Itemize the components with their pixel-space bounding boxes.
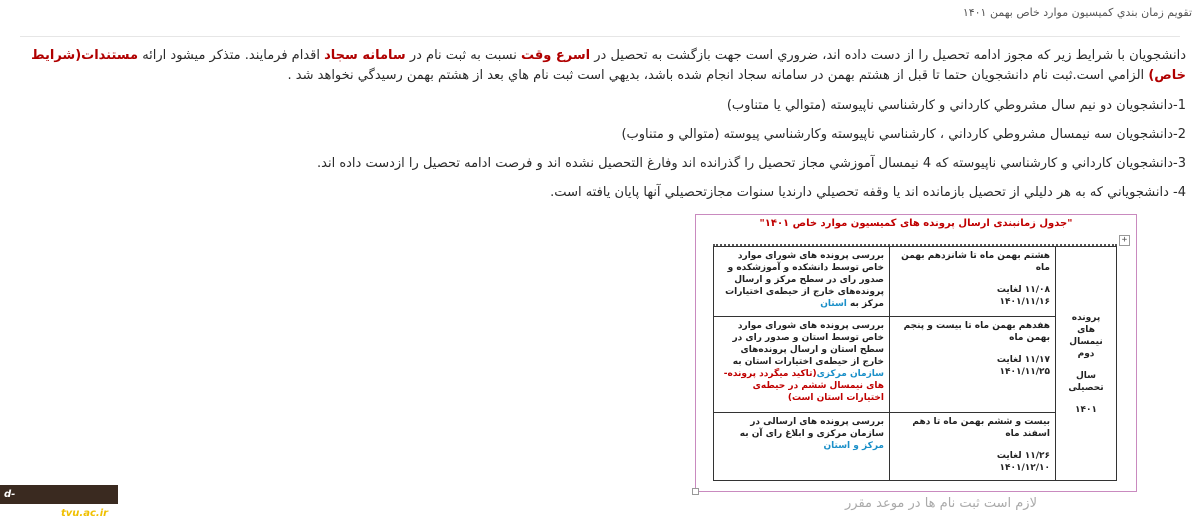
date-cell: [890, 317, 1056, 412]
description-text: بررسی پرونده های شورای موارد خاص توسط استان و صدور رای در سطح استان و ارسال پرونده‌های خارج از حیطه‌ی اختیارات استان به: [732, 321, 884, 368]
date-from: ۱۱/۱۷ لغایت: [996, 355, 1050, 366]
site-watermark-logo: [0, 485, 118, 519]
article-body: [20, 46, 1186, 212]
description-link-text: سازمان مرکزی: [816, 369, 884, 380]
intro-highlight-sajjad: سامانه سجاد: [324, 48, 406, 63]
title-divider: [20, 36, 1180, 37]
date-to: ۱۴۰۱/۱۲/۱۰: [999, 462, 1050, 473]
description-cell: [714, 317, 890, 412]
date-to: ۱۴۰۱/۱۱/۲۵: [999, 367, 1050, 378]
intro-text-2: نسبت به ثبت نام در: [405, 48, 522, 63]
spacer: [1061, 394, 1111, 404]
description-link-text: استان: [820, 299, 847, 309]
list-item: 4- دانشجوياني كه به هر دليلي از تحصيل بازمانده اند يا وقفه تحصيلي دارنديا سنوات مجازتحصيلي آنها پايان يافته است.: [550, 185, 1186, 200]
intro-text-4: الزامي است.ثبت نام دانشجويان حتما تا قبل از هشتم بهمن در سامانه سجاد انجام شده باشد، بديهي است ثبت نام هاي بعد از هشتم بهمن رسيدگي نخواهد شد .: [287, 68, 1149, 83]
description-note: (تاکید میگردد پرونده- های نیمسال ششم در حیطه‌ی اختیارات استان است): [723, 369, 884, 404]
description-text: بررسی پرونده های شورای موارد خاص توسط دانشکده و آموزشکده و صدور رای در سطح مرکز و ارسال پرونده‌های خارج از حیطه‌ی اختیارات مرکز به: [725, 251, 884, 309]
description-cell: [714, 247, 890, 317]
schedule-table: [713, 246, 1117, 481]
semester-header-line: دوم: [1077, 348, 1095, 359]
date-from: ۱۱/۲۶ لغایت: [996, 450, 1050, 461]
date-cell: [890, 412, 1056, 480]
list-item: 3-دانشجويان كارداني و كارشناسي ناپيوسته كه 4 نيمسال آموزشي مجاز تحصيل را گذرانده اند وفارغ التحصيل نشده اند و فرصت ادامه تحصيل را ازدست داده اند.: [317, 156, 1186, 171]
intro-highlight-asap: اسرع وقت: [521, 48, 591, 63]
logo-domain: tvu.ac.ir: [61, 508, 109, 519]
description-link-text: مرکز و استان: [823, 440, 884, 451]
list-item: 2-دانشجويان سه نيمسال مشروطي كارداني ، كارشناسي ناپيوسته وكارشناسي پيوسته (متوالي و متناوب): [621, 127, 1186, 142]
intro-paragraph: [20, 46, 1186, 86]
semester-header-cell: [1056, 247, 1117, 481]
date-from: ۱۱/۰۸ لغایت: [996, 285, 1050, 295]
spacer: [895, 344, 1050, 354]
spacer: [895, 274, 1050, 284]
intro-highlight-documents: مستندات(شرايط خاص): [31, 48, 1186, 83]
date-range-text: هشتم بهمن ماه تا شانزدهم بهمن ماه: [901, 251, 1050, 273]
description-text: بررسی پرونده های ارسالی در سازمان مرکزی و ابلاغ رای آن به: [739, 416, 884, 439]
table-resize-handle-icon[interactable]: [692, 488, 699, 495]
date-to: ۱۴۰۱/۱۱/۱۶: [999, 297, 1050, 307]
intro-text-3: اقدام فرمايند. متذكر ميشود ارائه: [138, 48, 325, 63]
date-cell: [890, 247, 1056, 317]
schedule-table-box: [695, 214, 1137, 492]
table-move-handle-icon[interactable]: +: [1119, 235, 1130, 246]
description-cell: [714, 412, 890, 480]
date-range-text: بیست و ششم بهمن ماه تا دهم اسفند ماه: [912, 416, 1050, 439]
semester-header-line: سال: [1075, 370, 1097, 381]
table-row: [714, 247, 1117, 317]
intro-text-1: دانشجويان با شرايط زير كه مجوز ادامه تحصيل را از دست داده اند، ضروري است جهت بازگشت به تحصيل در: [590, 48, 1186, 63]
list-item: 1-دانشجويان دو نيم سال مشروطي كارداني و كارشناسي ناپيوسته (متوالي يا متناوب): [726, 98, 1186, 113]
semester-header-line: تحصیلی: [1068, 382, 1104, 393]
semester-header-line: های: [1077, 324, 1095, 335]
schedule-title: "جدول زمانبندی ارسال پرونده های کمیسیون موارد خاص ۱۴۰۱": [759, 218, 1073, 229]
date-range-text: هفدهم بهمن ماه تا بیست و پنجم بهمن ماه: [903, 321, 1050, 344]
cutoff-text: لازم است ثبت نام ها در موعد مقرر: [845, 496, 1038, 511]
spacer: [895, 440, 1050, 450]
semester-header-line: پرونده: [1071, 312, 1101, 323]
semester-header-line: نیمسال: [1069, 336, 1103, 347]
page-title: تقويم زمان بندي كميسيون موارد خاص بهمن ۱۴۰۱: [962, 6, 1192, 19]
spacer: [1061, 360, 1111, 370]
logo-prefix: d-orumiyeh.: [4, 489, 61, 519]
semester-header-line: ۱۴۰۱: [1075, 404, 1097, 415]
